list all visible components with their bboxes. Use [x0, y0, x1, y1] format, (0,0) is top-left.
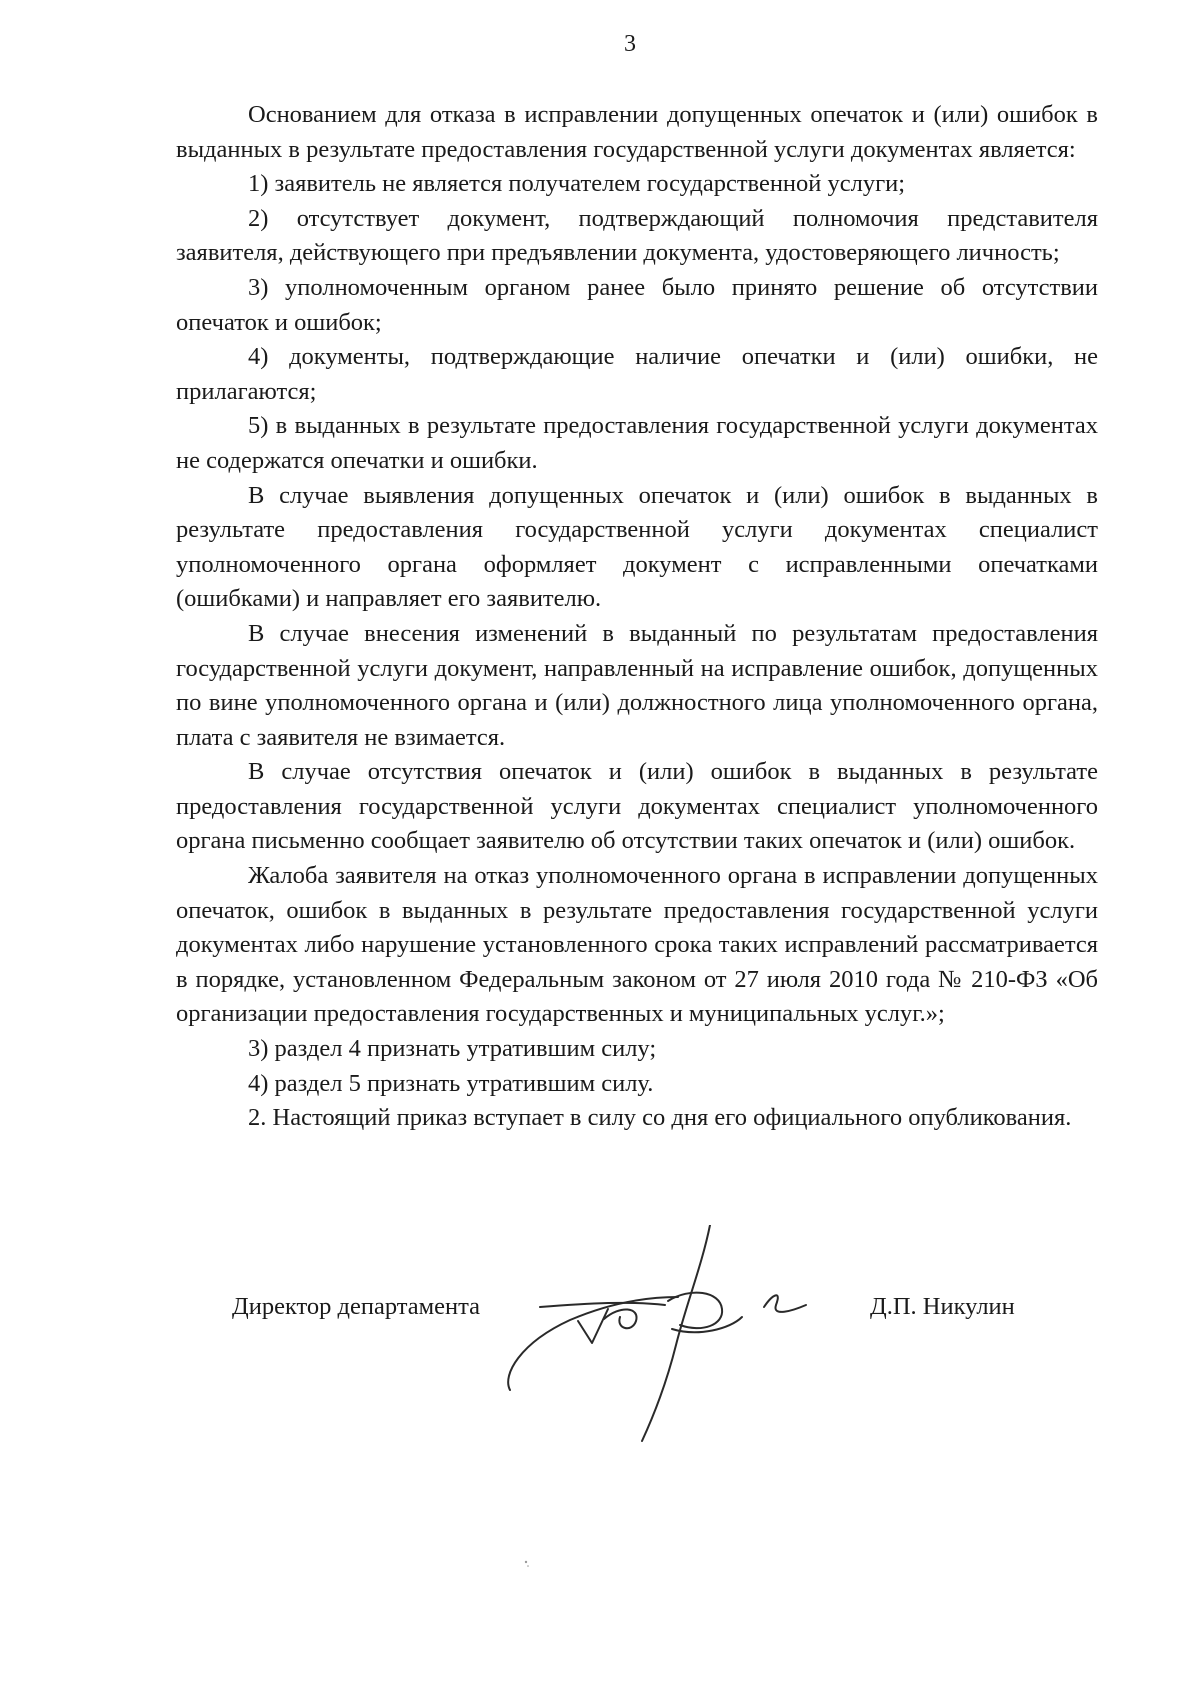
list-item-5: 5) в выданных в результате предоставления государственной услуги документах не содержатся опечатки и ошибки. [176, 412, 1098, 474]
signer-title: Директор департамента [232, 1293, 481, 1320]
list-item-2: 2) отсутствует документ, подтверждающий полномочия представителя заявителя, действующего при предъявлении документа, удостоверяющего личность; [176, 204, 1098, 267]
paragraph-effective-date: 2. Настоящий приказ вступает в силу со дня его официального опубликования. [248, 1104, 1072, 1132]
paragraph-changes-no-fee: В случае внесения изменений в выданный по результатам предоставления государственной услуги документ, направленный на исправление ошибок, допущенных по вине уполномоченного органа и (или) должностного лица уполномоченного органа, плата с заявителя не взимается. [176, 619, 1098, 751]
list-item-1: 1) заявитель не является получателем государственной услуги; [248, 170, 906, 198]
paragraph-no-errors: В случае отсутствия опечаток и (или) ошибок в выданных в результате предоставления государственной услуги документах специалист уполномоченного органа письменно сообщает заявителю об отсутствии таких опечаток и (или) ошибок. [176, 758, 1098, 855]
paragraph-errors-found: В случае выявления допущенных опечаток и (или) ошибок в выданных в результате предоставления государственной услуги документах специалист уполномоченного органа оформляет документ с исправленными опечатками (ошибками) и направляет его заявителю. [176, 481, 1098, 613]
list-item-3: 3) уполномоченным органом ранее было принято решение об отсутствии опечаток и ошибок; [176, 273, 1098, 336]
handwritten-signature [480, 1225, 840, 1445]
paragraph-refusal-grounds: Основанием для отказа в исправлении допущенных опечаток и (или) ошибок в выданных в результате предоставления государственной услуги документах является: [176, 101, 1098, 163]
list-item-section-4: 3) раздел 4 признать утратившим силу; [248, 1035, 657, 1063]
document-body [176, 98, 1098, 1136]
paragraph-complaint: Жалоба заявителя на отказ уполномоченного органа в исправлении допущенных опечаток, ошибок в выданных в результате предоставления государственной услуги документах либо нарушение установленного срока таких исправлений рассматривается в порядке, установленном Федеральным законом от 27 июля 2010 года № 210-ФЗ «Об организации предоставления государственных и муниципальных услуг.»; [176, 862, 1098, 1028]
list-item-section-5: 4) раздел 5 признать утратившим силу. [248, 1069, 654, 1097]
signer-name: Д.П. Никулин [870, 1293, 1015, 1320]
list-item-4: 4) документы, подтверждающие наличие опечатки и (или) ошибки, не прилагаются; [176, 343, 1098, 405]
page-number: 3 [624, 31, 636, 57]
